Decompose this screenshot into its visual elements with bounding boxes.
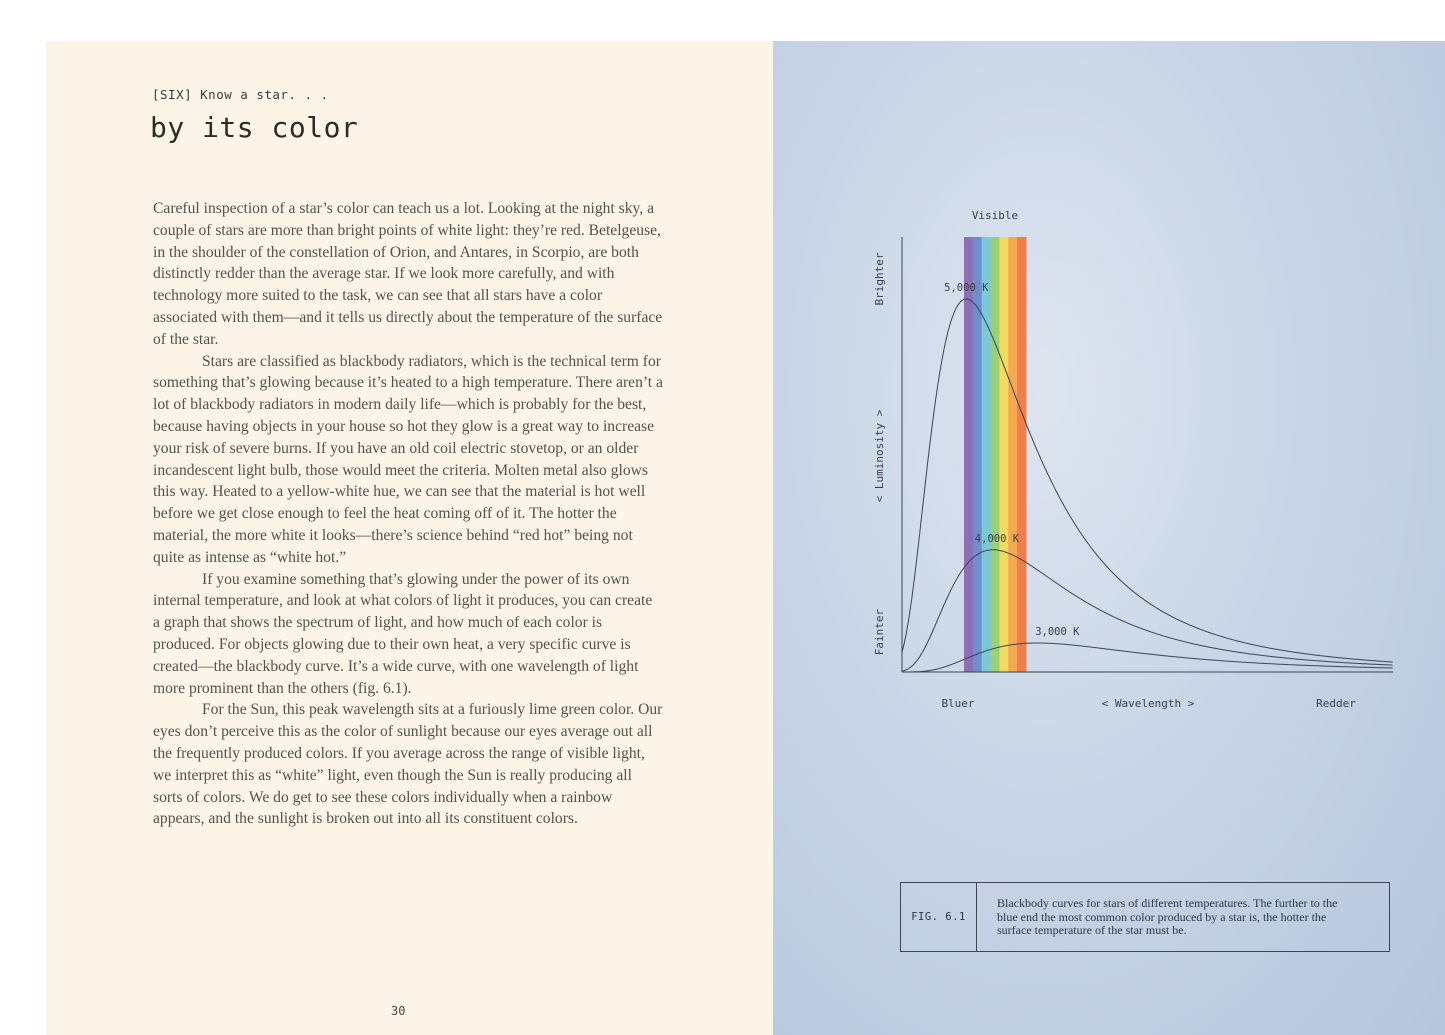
visible-band-stripe bbox=[991, 237, 1000, 672]
x-axis-right-label: Redder bbox=[1316, 697, 1356, 710]
body-paragraph-3: If you examine something that’s glowing under the power of its own internal temperature, and look at what colors of light it produces, you can create a graph that shows the spectrum of light, and how much of each color is produced. For objects glowing due to their own heat, a very specific curve is created—the blackbody curve. It’s a wide curve, with one wavelength of light more prominent than the others (fig. 6.1). bbox=[153, 570, 653, 697]
x-axis-left-label: Bluer bbox=[941, 697, 975, 710]
visible-band-stripe bbox=[982, 237, 991, 672]
figure-caption bbox=[900, 882, 1390, 952]
visible-band-stripe bbox=[973, 237, 982, 672]
body-paragraph-1: Careful inspection of a star’s color can teach us a lot. Looking at the night sky, a couple of stars are more than bright points of white light: they’re red. Betelgeuse, in the shoulder of the constellation of Orion, and Antares, in Scorpio, are both distinctly redder than the average star. If we look more carefully, and with technology more suited to the task, we can see that all stars have a color associated with them—and it tells us directly about the temperature of the surface of the star. bbox=[153, 200, 663, 348]
caption-text: Blackbody curves for stars of different temperatures. The further to the blue end the most common color produced by a star is, the hotter the surface temperature of the star must be. bbox=[997, 896, 1338, 938]
y-axis-title: < Luminosity > bbox=[873, 409, 886, 503]
y-axis-bottom-label: Fainter bbox=[873, 608, 886, 656]
x-axis-title: < Wavelength > bbox=[1101, 697, 1195, 710]
body-paragraph-4: For the Sun, this peak wavelength sits at a furiously lime green color. Our eyes don’t perceive this as the color of sunlight because our eyes average out all the frequently produced colors. If you average across the range of visible light, we interpret this as “white” light, even though the Sun is really producing all sorts of colors. We do get to see these colors individually when a rainbow appears, and the sunlight is broken out into all its constituent colors. bbox=[153, 701, 663, 828]
visible-band-stripe bbox=[1008, 237, 1017, 672]
left-page bbox=[46, 41, 773, 1035]
page-number: 30 bbox=[391, 1004, 406, 1018]
body-paragraph-2: Stars are classified as blackbody radiators, which is the technical term for something that’s glowing because it’s heated to a high temperature. There aren’t a lot of blackbody radiators in modern daily life—which is probably for the best, because having objects in your house so hot they glow is a great way to increase your risk of severe burns. If you have an old coil electric stovetop, or an older incandescent light bulb, those would meet the criteria. Molten metal also glows this way. Heated to a yellow-white hue, we can see that the material is hot well before we get close enough to feel the heat coming off of it. The hotter the material, the more white it looks—there’s science behind “red hot” being not quite as intense as “white hot.” bbox=[153, 352, 663, 566]
visible-band-stripe bbox=[964, 237, 973, 672]
figure-label: FIG. 6.1 bbox=[901, 883, 977, 951]
curve-label-3000k: 3,000 K bbox=[1035, 625, 1080, 638]
visible-band-label: Visible bbox=[971, 209, 1019, 222]
y-axis-top-label: Brighter bbox=[873, 252, 886, 306]
visible-band-stripe bbox=[1017, 237, 1026, 672]
right-page bbox=[773, 41, 1445, 1035]
body-text bbox=[153, 198, 663, 830]
visible-band-stripe bbox=[999, 237, 1008, 672]
page-title: by its color bbox=[150, 111, 359, 144]
chart-labels bbox=[873, 209, 1356, 710]
curve-label-4000k: 4,000 K bbox=[974, 532, 1020, 545]
chapter-eyebrow: [SIX] Know a star. . . bbox=[152, 87, 329, 102]
curve-label-5000k: 5,000 K bbox=[944, 282, 989, 294]
